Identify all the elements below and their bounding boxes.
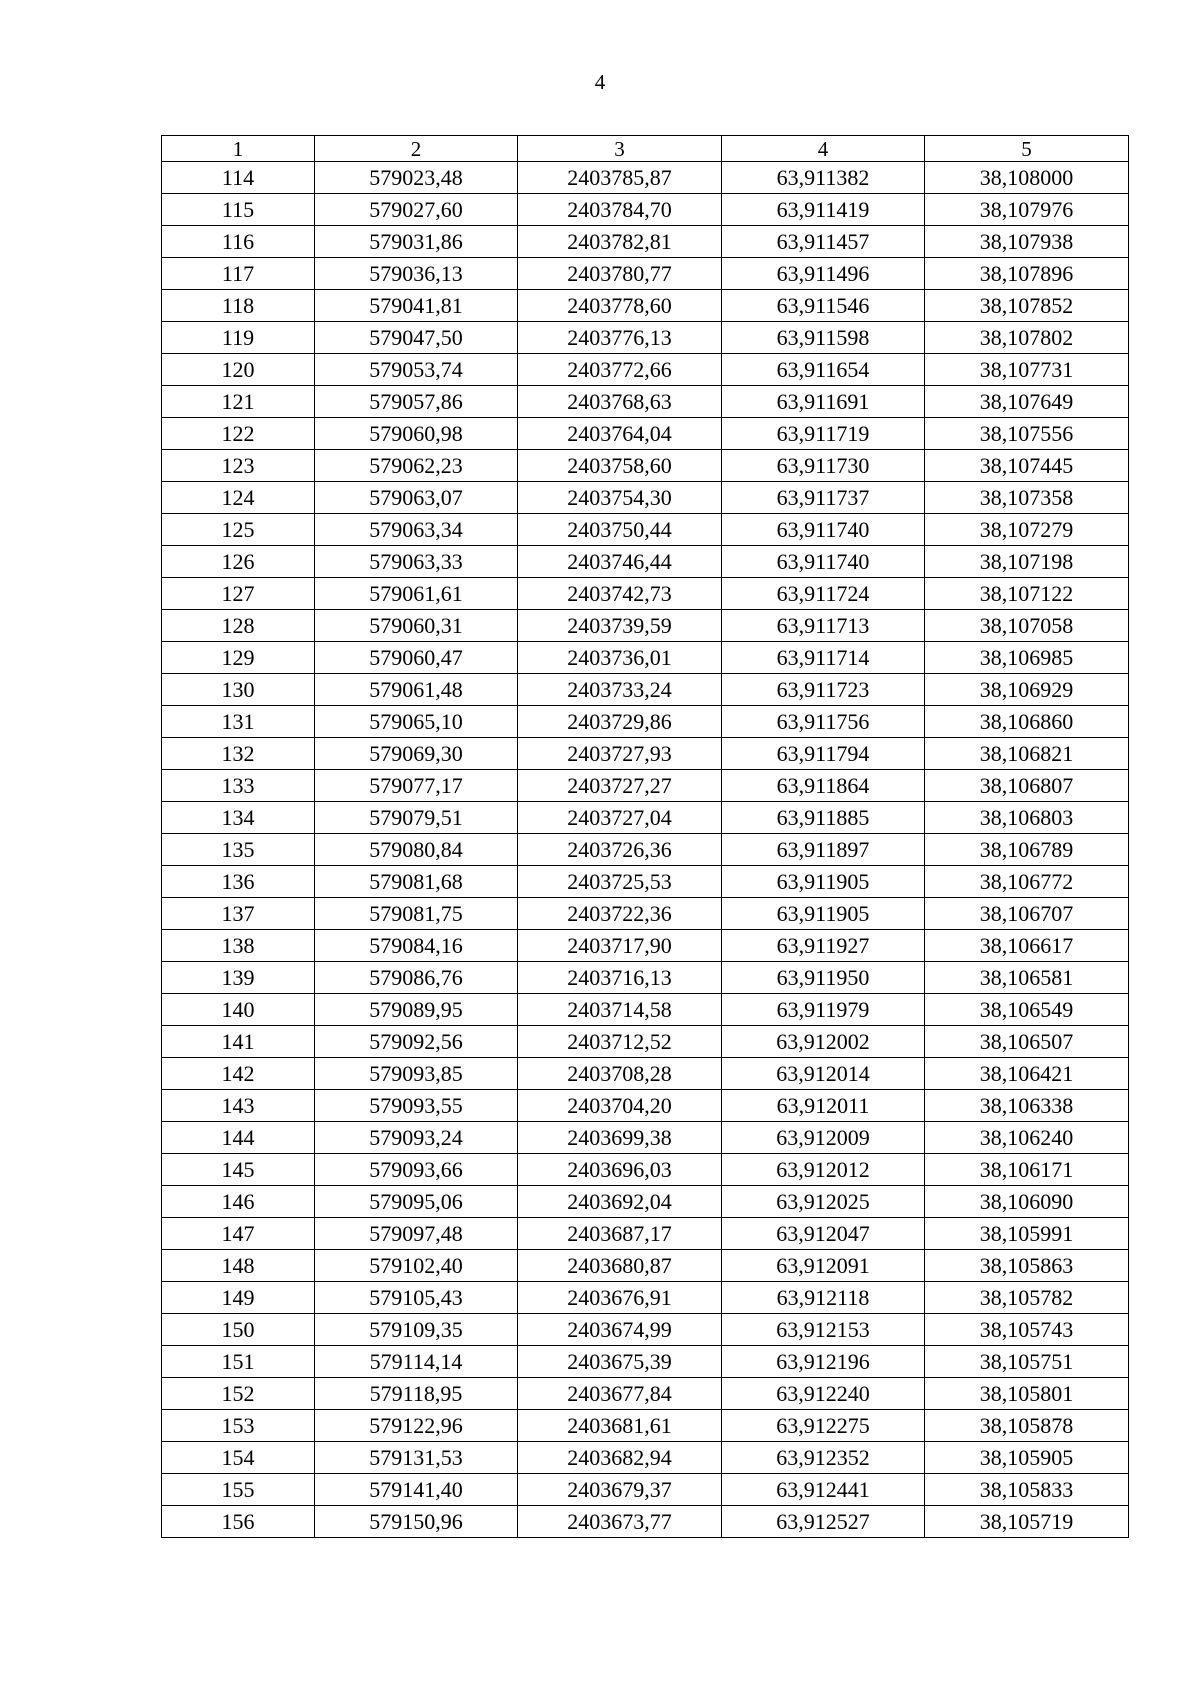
point-number-cell: 136: [162, 866, 315, 898]
x-coordinate-cell: 579063,07: [315, 482, 518, 514]
table-row: [162, 514, 1129, 546]
y-coordinate-cell: 2403682,94: [518, 1442, 722, 1474]
x-coordinate-cell: 579041,81: [315, 290, 518, 322]
table-row: [162, 834, 1129, 866]
longitude-cell: 38,106772: [925, 866, 1129, 898]
point-number-cell: 118: [162, 290, 315, 322]
y-coordinate-cell: 2403742,73: [518, 578, 722, 610]
latitude-cell: 63,912011: [722, 1090, 925, 1122]
y-coordinate-cell: 2403677,84: [518, 1378, 722, 1410]
latitude-cell: 63,911654: [722, 354, 925, 386]
y-coordinate-cell: 2403784,70: [518, 194, 722, 226]
longitude-cell: 38,105743: [925, 1314, 1129, 1346]
table-row: [162, 1058, 1129, 1090]
x-coordinate-cell: 579093,66: [315, 1154, 518, 1186]
point-number-cell: 126: [162, 546, 315, 578]
longitude-cell: 38,107556: [925, 418, 1129, 450]
latitude-cell: 63,912441: [722, 1474, 925, 1506]
x-coordinate-cell: 579061,48: [315, 674, 518, 706]
x-coordinate-cell: 579141,40: [315, 1474, 518, 1506]
longitude-cell: 38,106338: [925, 1090, 1129, 1122]
latitude-cell: 63,911691: [722, 386, 925, 418]
latitude-cell: 63,911382: [722, 162, 925, 194]
point-number-cell: 119: [162, 322, 315, 354]
table-row: [162, 866, 1129, 898]
longitude-cell: 38,106617: [925, 930, 1129, 962]
point-number-cell: 151: [162, 1346, 315, 1378]
latitude-cell: 63,911927: [722, 930, 925, 962]
y-coordinate-cell: 2403758,60: [518, 450, 722, 482]
latitude-cell: 63,912002: [722, 1026, 925, 1058]
latitude-cell: 63,912091: [722, 1250, 925, 1282]
table-row: [162, 226, 1129, 258]
longitude-cell: 38,105905: [925, 1442, 1129, 1474]
x-coordinate-cell: 579131,53: [315, 1442, 518, 1474]
y-coordinate-cell: 2403692,04: [518, 1186, 722, 1218]
point-number-cell: 122: [162, 418, 315, 450]
point-number-cell: 116: [162, 226, 315, 258]
latitude-cell: 63,911724: [722, 578, 925, 610]
table-row: [162, 898, 1129, 930]
table-row: [162, 322, 1129, 354]
point-number-cell: 141: [162, 1026, 315, 1058]
y-coordinate-cell: 2403782,81: [518, 226, 722, 258]
x-coordinate-cell: 579079,51: [315, 802, 518, 834]
latitude-cell: 63,911714: [722, 642, 925, 674]
longitude-cell: 38,106549: [925, 994, 1129, 1026]
column-header-5: 5: [925, 136, 1129, 162]
longitude-cell: 38,105863: [925, 1250, 1129, 1282]
table-header: [162, 136, 1129, 162]
latitude-cell: 63,911864: [722, 770, 925, 802]
table-row: [162, 418, 1129, 450]
longitude-cell: 38,107445: [925, 450, 1129, 482]
longitude-cell: 38,106860: [925, 706, 1129, 738]
table-row: [162, 1378, 1129, 1410]
x-coordinate-cell: 579081,75: [315, 898, 518, 930]
y-coordinate-cell: 2403750,44: [518, 514, 722, 546]
table-row: [162, 450, 1129, 482]
x-coordinate-cell: 579084,16: [315, 930, 518, 962]
x-coordinate-cell: 579060,31: [315, 610, 518, 642]
column-header-1: 1: [162, 136, 315, 162]
point-number-cell: 121: [162, 386, 315, 418]
y-coordinate-cell: 2403722,36: [518, 898, 722, 930]
x-coordinate-cell: 579080,84: [315, 834, 518, 866]
x-coordinate-cell: 579114,14: [315, 1346, 518, 1378]
x-coordinate-cell: 579063,33: [315, 546, 518, 578]
latitude-cell: 63,912275: [722, 1410, 925, 1442]
x-coordinate-cell: 579092,56: [315, 1026, 518, 1058]
x-coordinate-cell: 579086,76: [315, 962, 518, 994]
table-row: [162, 162, 1129, 194]
latitude-cell: 63,911496: [722, 258, 925, 290]
x-coordinate-cell: 579060,47: [315, 642, 518, 674]
table-row: [162, 290, 1129, 322]
x-coordinate-cell: 579095,06: [315, 1186, 518, 1218]
y-coordinate-cell: 2403754,30: [518, 482, 722, 514]
table-row: [162, 354, 1129, 386]
table-row: [162, 994, 1129, 1026]
point-number-cell: 139: [162, 962, 315, 994]
longitude-cell: 38,105833: [925, 1474, 1129, 1506]
x-coordinate-cell: 579069,30: [315, 738, 518, 770]
longitude-cell: 38,107976: [925, 194, 1129, 226]
y-coordinate-cell: 2403727,27: [518, 770, 722, 802]
longitude-cell: 38,107896: [925, 258, 1129, 290]
latitude-cell: 63,911794: [722, 738, 925, 770]
latitude-cell: 63,912118: [722, 1282, 925, 1314]
table-row: [162, 802, 1129, 834]
longitude-cell: 38,107358: [925, 482, 1129, 514]
x-coordinate-cell: 579097,48: [315, 1218, 518, 1250]
y-coordinate-cell: 2403696,03: [518, 1154, 722, 1186]
longitude-cell: 38,105719: [925, 1506, 1129, 1538]
table-row: [162, 674, 1129, 706]
y-coordinate-cell: 2403772,66: [518, 354, 722, 386]
point-number-cell: 142: [162, 1058, 315, 1090]
table-row: [162, 1154, 1129, 1186]
latitude-cell: 63,911457: [722, 226, 925, 258]
latitude-cell: 63,911419: [722, 194, 925, 226]
latitude-cell: 63,911723: [722, 674, 925, 706]
x-coordinate-cell: 579122,96: [315, 1410, 518, 1442]
latitude-cell: 63,911979: [722, 994, 925, 1026]
y-coordinate-cell: 2403717,90: [518, 930, 722, 962]
header-row: [162, 136, 1129, 162]
point-number-cell: 137: [162, 898, 315, 930]
point-number-cell: 117: [162, 258, 315, 290]
point-number-cell: 153: [162, 1410, 315, 1442]
y-coordinate-cell: 2403674,99: [518, 1314, 722, 1346]
x-coordinate-cell: 579150,96: [315, 1506, 518, 1538]
x-coordinate-cell: 579093,55: [315, 1090, 518, 1122]
x-coordinate-cell: 579061,61: [315, 578, 518, 610]
point-number-cell: 124: [162, 482, 315, 514]
point-number-cell: 133: [162, 770, 315, 802]
longitude-cell: 38,107198: [925, 546, 1129, 578]
y-coordinate-cell: 2403676,91: [518, 1282, 722, 1314]
longitude-cell: 38,107649: [925, 386, 1129, 418]
longitude-cell: 38,106807: [925, 770, 1129, 802]
y-coordinate-cell: 2403725,53: [518, 866, 722, 898]
longitude-cell: 38,106421: [925, 1058, 1129, 1090]
y-coordinate-cell: 2403680,87: [518, 1250, 722, 1282]
table-row: [162, 1282, 1129, 1314]
latitude-cell: 63,912025: [722, 1186, 925, 1218]
x-coordinate-cell: 579036,13: [315, 258, 518, 290]
y-coordinate-cell: 2403727,93: [518, 738, 722, 770]
latitude-cell: 63,911546: [722, 290, 925, 322]
x-coordinate-cell: 579053,74: [315, 354, 518, 386]
x-coordinate-cell: 579093,85: [315, 1058, 518, 1090]
longitude-cell: 38,105878: [925, 1410, 1129, 1442]
x-coordinate-cell: 579089,95: [315, 994, 518, 1026]
longitude-cell: 38,107058: [925, 610, 1129, 642]
point-number-cell: 123: [162, 450, 315, 482]
table-row: [162, 1442, 1129, 1474]
point-number-cell: 115: [162, 194, 315, 226]
longitude-cell: 38,105751: [925, 1346, 1129, 1378]
latitude-cell: 63,912527: [722, 1506, 925, 1538]
y-coordinate-cell: 2403699,38: [518, 1122, 722, 1154]
latitude-cell: 63,912014: [722, 1058, 925, 1090]
y-coordinate-cell: 2403708,28: [518, 1058, 722, 1090]
column-header-3: 3: [518, 136, 722, 162]
coordinates-table: [161, 135, 1129, 1538]
y-coordinate-cell: 2403714,58: [518, 994, 722, 1026]
latitude-cell: 63,911885: [722, 802, 925, 834]
table-row: [162, 770, 1129, 802]
point-number-cell: 127: [162, 578, 315, 610]
longitude-cell: 38,107852: [925, 290, 1129, 322]
latitude-cell: 63,911740: [722, 514, 925, 546]
longitude-cell: 38,106821: [925, 738, 1129, 770]
table-body: [162, 162, 1129, 1538]
longitude-cell: 38,106507: [925, 1026, 1129, 1058]
y-coordinate-cell: 2403712,52: [518, 1026, 722, 1058]
point-number-cell: 147: [162, 1218, 315, 1250]
longitude-cell: 38,105801: [925, 1378, 1129, 1410]
longitude-cell: 38,107279: [925, 514, 1129, 546]
longitude-cell: 38,107122: [925, 578, 1129, 610]
x-coordinate-cell: 579105,43: [315, 1282, 518, 1314]
latitude-cell: 63,911713: [722, 610, 925, 642]
x-coordinate-cell: 579109,35: [315, 1314, 518, 1346]
longitude-cell: 38,106803: [925, 802, 1129, 834]
point-number-cell: 149: [162, 1282, 315, 1314]
x-coordinate-cell: 579060,98: [315, 418, 518, 450]
longitude-cell: 38,106171: [925, 1154, 1129, 1186]
latitude-cell: 63,911897: [722, 834, 925, 866]
point-number-cell: 145: [162, 1154, 315, 1186]
latitude-cell: 63,911905: [722, 866, 925, 898]
x-coordinate-cell: 579118,95: [315, 1378, 518, 1410]
table-row: [162, 1090, 1129, 1122]
table-row: [162, 930, 1129, 962]
point-number-cell: 114: [162, 162, 315, 194]
latitude-cell: 63,911756: [722, 706, 925, 738]
point-number-cell: 125: [162, 514, 315, 546]
latitude-cell: 63,912240: [722, 1378, 925, 1410]
latitude-cell: 63,912047: [722, 1218, 925, 1250]
point-number-cell: 146: [162, 1186, 315, 1218]
table-row: [162, 610, 1129, 642]
y-coordinate-cell: 2403716,13: [518, 962, 722, 994]
y-coordinate-cell: 2403768,63: [518, 386, 722, 418]
longitude-cell: 38,107802: [925, 322, 1129, 354]
y-coordinate-cell: 2403776,13: [518, 322, 722, 354]
latitude-cell: 63,911740: [722, 546, 925, 578]
latitude-cell: 63,911737: [722, 482, 925, 514]
point-number-cell: 148: [162, 1250, 315, 1282]
y-coordinate-cell: 2403746,44: [518, 546, 722, 578]
table-row: [162, 642, 1129, 674]
y-coordinate-cell: 2403729,86: [518, 706, 722, 738]
y-coordinate-cell: 2403780,77: [518, 258, 722, 290]
longitude-cell: 38,106985: [925, 642, 1129, 674]
table-row: [162, 258, 1129, 290]
table-row: [162, 1506, 1129, 1538]
point-number-cell: 144: [162, 1122, 315, 1154]
latitude-cell: 63,912153: [722, 1314, 925, 1346]
point-number-cell: 140: [162, 994, 315, 1026]
point-number-cell: 152: [162, 1378, 315, 1410]
table-row: [162, 1026, 1129, 1058]
y-coordinate-cell: 2403733,24: [518, 674, 722, 706]
point-number-cell: 131: [162, 706, 315, 738]
point-number-cell: 128: [162, 610, 315, 642]
table-row: [162, 482, 1129, 514]
table-row: [162, 1122, 1129, 1154]
table-row: [162, 1410, 1129, 1442]
table-row: [162, 1314, 1129, 1346]
column-header-2: 2: [315, 136, 518, 162]
point-number-cell: 132: [162, 738, 315, 770]
x-coordinate-cell: 579031,86: [315, 226, 518, 258]
longitude-cell: 38,107731: [925, 354, 1129, 386]
latitude-cell: 63,912352: [722, 1442, 925, 1474]
x-coordinate-cell: 579077,17: [315, 770, 518, 802]
y-coordinate-cell: 2403673,77: [518, 1506, 722, 1538]
latitude-cell: 63,911719: [722, 418, 925, 450]
latitude-cell: 63,912196: [722, 1346, 925, 1378]
point-number-cell: 143: [162, 1090, 315, 1122]
table-row: [162, 578, 1129, 610]
x-coordinate-cell: 579047,50: [315, 322, 518, 354]
table-row: [162, 962, 1129, 994]
point-number-cell: 154: [162, 1442, 315, 1474]
column-header-4: 4: [722, 136, 925, 162]
table-row: [162, 194, 1129, 226]
x-coordinate-cell: 579057,86: [315, 386, 518, 418]
y-coordinate-cell: 2403736,01: [518, 642, 722, 674]
longitude-cell: 38,108000: [925, 162, 1129, 194]
longitude-cell: 38,106707: [925, 898, 1129, 930]
x-coordinate-cell: 579081,68: [315, 866, 518, 898]
y-coordinate-cell: 2403778,60: [518, 290, 722, 322]
latitude-cell: 63,912009: [722, 1122, 925, 1154]
point-number-cell: 129: [162, 642, 315, 674]
page-number: 4: [594, 70, 606, 94]
longitude-cell: 38,106581: [925, 962, 1129, 994]
longitude-cell: 38,107938: [925, 226, 1129, 258]
y-coordinate-cell: 2403785,87: [518, 162, 722, 194]
x-coordinate-cell: 579065,10: [315, 706, 518, 738]
point-number-cell: 138: [162, 930, 315, 962]
point-number-cell: 155: [162, 1474, 315, 1506]
y-coordinate-cell: 2403675,39: [518, 1346, 722, 1378]
x-coordinate-cell: 579027,60: [315, 194, 518, 226]
table-row: [162, 1250, 1129, 1282]
table-row: [162, 738, 1129, 770]
longitude-cell: 38,106090: [925, 1186, 1129, 1218]
table-row: [162, 386, 1129, 418]
x-coordinate-cell: 579093,24: [315, 1122, 518, 1154]
latitude-cell: 63,911905: [722, 898, 925, 930]
point-number-cell: 130: [162, 674, 315, 706]
point-number-cell: 150: [162, 1314, 315, 1346]
longitude-cell: 38,106240: [925, 1122, 1129, 1154]
point-number-cell: 135: [162, 834, 315, 866]
table-row: [162, 1186, 1129, 1218]
y-coordinate-cell: 2403764,04: [518, 418, 722, 450]
longitude-cell: 38,106789: [925, 834, 1129, 866]
y-coordinate-cell: 2403739,59: [518, 610, 722, 642]
longitude-cell: 38,106929: [925, 674, 1129, 706]
longitude-cell: 38,105991: [925, 1218, 1129, 1250]
latitude-cell: 63,911598: [722, 322, 925, 354]
y-coordinate-cell: 2403679,37: [518, 1474, 722, 1506]
table-row: [162, 706, 1129, 738]
x-coordinate-cell: 579063,34: [315, 514, 518, 546]
y-coordinate-cell: 2403681,61: [518, 1410, 722, 1442]
latitude-cell: 63,911730: [722, 450, 925, 482]
table-row: [162, 1218, 1129, 1250]
table-row: [162, 1474, 1129, 1506]
point-number-cell: 120: [162, 354, 315, 386]
latitude-cell: 63,912012: [722, 1154, 925, 1186]
table-row: [162, 546, 1129, 578]
y-coordinate-cell: 2403704,20: [518, 1090, 722, 1122]
y-coordinate-cell: 2403726,36: [518, 834, 722, 866]
x-coordinate-cell: 579102,40: [315, 1250, 518, 1282]
table-row: [162, 1346, 1129, 1378]
y-coordinate-cell: 2403727,04: [518, 802, 722, 834]
point-number-cell: 134: [162, 802, 315, 834]
latitude-cell: 63,911950: [722, 962, 925, 994]
longitude-cell: 38,105782: [925, 1282, 1129, 1314]
x-coordinate-cell: 579062,23: [315, 450, 518, 482]
x-coordinate-cell: 579023,48: [315, 162, 518, 194]
y-coordinate-cell: 2403687,17: [518, 1218, 722, 1250]
point-number-cell: 156: [162, 1506, 315, 1538]
